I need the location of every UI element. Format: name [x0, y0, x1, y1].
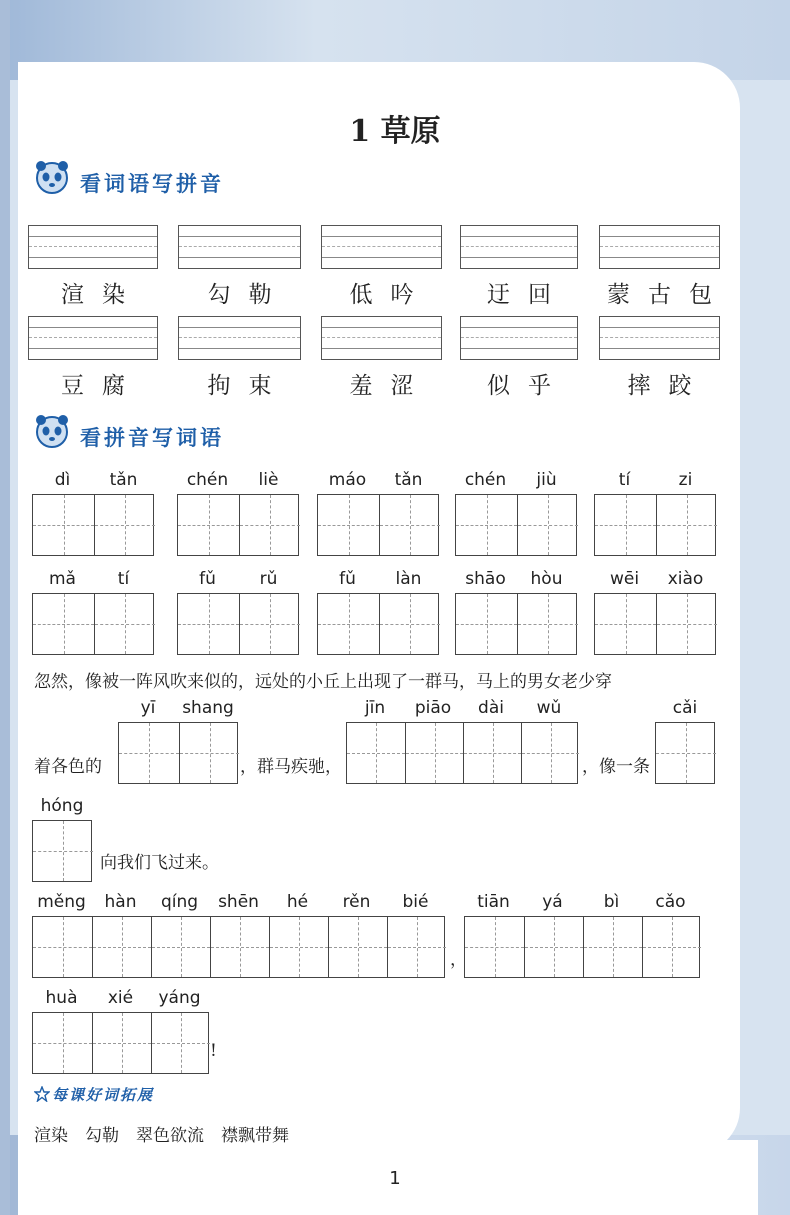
- cell-guide-horizontal: [465, 947, 524, 948]
- pinyin-label: hóng: [40, 796, 84, 816]
- pinyin-label: dì: [54, 470, 71, 490]
- pinyin-label: bié: [402, 892, 429, 912]
- passage-text: 向我们飞过来。: [100, 853, 219, 873]
- cell-guide-horizontal: [270, 947, 328, 948]
- writing-guide-line: [600, 348, 719, 349]
- pinyin-label: shēn: [218, 892, 259, 912]
- passage-text: 着各色的: [34, 757, 102, 777]
- writing-guide-line: [461, 246, 577, 247]
- tianzi-cell[interactable]: [656, 495, 717, 555]
- word-writing-grid[interactable]: [594, 494, 716, 556]
- page-left-edge: [0, 0, 10, 1215]
- writing-guide-line: [29, 236, 157, 237]
- tianzi-cell[interactable]: [151, 1013, 210, 1073]
- pinyin-writing-box[interactable]: [599, 316, 720, 360]
- pinyin-label: rěn: [342, 892, 371, 912]
- passage-text: ，像一条: [582, 757, 650, 777]
- cell-guide-horizontal: [93, 1043, 151, 1044]
- word-writing-grid[interactable]: [455, 494, 577, 556]
- writing-guide-line: [322, 246, 441, 247]
- tianzi-cell[interactable]: [347, 723, 405, 783]
- tianzi-cell[interactable]: [178, 594, 239, 654]
- pinyin-label: qíng: [160, 892, 199, 912]
- pinyin-label: làn: [395, 569, 422, 589]
- passage-exclamation: !: [210, 1041, 217, 1061]
- cell-guide-horizontal: [595, 525, 656, 526]
- pinyin-label: mǎ: [49, 569, 76, 589]
- cell-guide-horizontal: [95, 624, 155, 625]
- tianzi-cell[interactable]: [517, 495, 578, 555]
- section-title: 看拼音写词语: [80, 425, 224, 450]
- pinyin-label: cǎo: [655, 892, 686, 912]
- writing-guide-line: [461, 327, 577, 328]
- tianzi-cell[interactable]: [379, 594, 440, 654]
- pinyin-label: yá: [542, 892, 563, 912]
- cell-guide-horizontal: [406, 753, 463, 754]
- cell-guide-horizontal: [347, 753, 405, 754]
- tianzi-cell[interactable]: [92, 1013, 151, 1073]
- tianzi-cell[interactable]: [521, 723, 579, 783]
- writing-guide-line: [29, 246, 157, 247]
- tianzi-cell[interactable]: [318, 594, 379, 654]
- pinyin-writing-box[interactable]: [460, 316, 578, 360]
- writing-guide-line: [322, 348, 441, 349]
- pinyin-label: yī: [140, 698, 156, 718]
- pinyin-label: cǎi: [672, 698, 698, 718]
- writing-guide-line: [179, 348, 300, 349]
- writing-guide-line: [179, 246, 300, 247]
- pinyin-label: chén: [186, 470, 229, 490]
- writing-guide-line: [461, 348, 577, 349]
- pinyin-label: tiān: [477, 892, 510, 912]
- cell-guide-horizontal: [518, 624, 578, 625]
- tianzi-cell[interactable]: [151, 917, 210, 977]
- cell-guide-horizontal: [595, 624, 656, 625]
- vocab-word: 羞涩: [349, 373, 432, 399]
- writing-guide-line: [600, 236, 719, 237]
- tianzi-cell[interactable]: [456, 495, 517, 555]
- cell-guide-horizontal: [643, 947, 701, 948]
- tianzi-cell[interactable]: [318, 495, 379, 555]
- word-writing-grid[interactable]: [317, 494, 439, 556]
- cell-guide-horizontal: [119, 753, 179, 754]
- writing-guide-line: [322, 236, 441, 237]
- word-writing-grid[interactable]: [32, 593, 154, 655]
- pinyin-writing-box[interactable]: [28, 225, 158, 269]
- passage-writing-grid[interactable]: [118, 722, 238, 784]
- cell-guide-horizontal: [33, 947, 92, 948]
- passage-comma: ，: [450, 950, 467, 970]
- writing-guide-line: [179, 257, 300, 258]
- writing-guide-line: [461, 257, 577, 258]
- pinyin-writing-box[interactable]: [321, 225, 442, 269]
- cell-guide-horizontal: [525, 947, 583, 948]
- tianzi-cell[interactable]: [379, 495, 440, 555]
- word-writing-grid[interactable]: [455, 593, 577, 655]
- pinyin-label: máo: [328, 470, 367, 490]
- tianzi-cell[interactable]: [456, 594, 517, 654]
- tianzi-cell[interactable]: [179, 723, 239, 783]
- section-title: 看词语写拼音: [80, 171, 224, 196]
- extension-words: 渲染 勾勒 翠色欲流 襟飘带舞: [34, 1126, 289, 1146]
- writing-guide-line: [29, 348, 157, 349]
- word-writing-grid[interactable]: [177, 494, 299, 556]
- pinyin-label: měng: [37, 892, 86, 912]
- tianzi-cell[interactable]: [387, 917, 446, 977]
- writing-guide-line: [600, 257, 719, 258]
- tianzi-cell[interactable]: [517, 594, 578, 654]
- cell-guide-horizontal: [95, 525, 155, 526]
- writing-guide-line: [600, 337, 719, 338]
- word-writing-grid[interactable]: [317, 593, 439, 655]
- tianzi-cell[interactable]: [33, 917, 92, 977]
- passage-writing-grid[interactable]: [655, 722, 715, 784]
- word-writing-grid[interactable]: [177, 593, 299, 655]
- panda-icon: [30, 158, 74, 198]
- tianzi-cell[interactable]: [269, 917, 328, 977]
- writing-guide-line: [179, 236, 300, 237]
- pinyin-writing-box[interactable]: [599, 225, 720, 269]
- lesson-title: 1 草原: [349, 114, 441, 149]
- vocab-word: 迂回: [487, 282, 569, 308]
- passage-line-1: 忽然，像被一阵风吹来似的，远处的小丘上出现了一群马，马上的男女老少穿: [34, 672, 612, 692]
- pinyin-writing-box[interactable]: [178, 225, 301, 269]
- writing-guide-line: [461, 236, 577, 237]
- extension-title: 每课好词拓展: [52, 1086, 155, 1104]
- tianzi-cell[interactable]: [92, 917, 151, 977]
- pinyin-label: tí: [618, 470, 631, 490]
- cell-guide-horizontal: [657, 624, 717, 625]
- tianzi-cell[interactable]: [119, 723, 179, 783]
- vocab-word: 勾勒: [207, 282, 290, 308]
- pinyin-label: yáng: [158, 988, 201, 1008]
- tianzi-cell[interactable]: [405, 723, 463, 783]
- vocab-word: 似乎: [487, 373, 569, 399]
- cell-guide-horizontal: [318, 624, 379, 625]
- vocab-word: 拘束: [207, 373, 290, 399]
- pinyin-label: dài: [478, 698, 504, 718]
- cell-guide-horizontal: [93, 947, 151, 948]
- passage-writing-grid[interactable]: [32, 916, 445, 978]
- cell-guide-horizontal: [152, 1043, 210, 1044]
- cell-guide-horizontal: [657, 525, 717, 526]
- tianzi-cell[interactable]: [583, 917, 642, 977]
- pinyin-label: hàn: [104, 892, 137, 912]
- cell-guide-horizontal: [388, 947, 446, 948]
- tianzi-cell[interactable]: [33, 495, 94, 555]
- pinyin-label: tí: [117, 569, 130, 589]
- pinyin-label: shang: [182, 698, 234, 718]
- cell-guide-horizontal: [33, 851, 93, 852]
- cell-guide-horizontal: [522, 753, 579, 754]
- pinyin-label: hòu: [530, 569, 563, 589]
- writing-guide-line: [322, 337, 441, 338]
- tianzi-cell[interactable]: [524, 917, 583, 977]
- writing-guide-line: [179, 327, 300, 328]
- cell-guide-horizontal: [380, 624, 440, 625]
- pinyin-label: xié: [107, 988, 134, 1008]
- passage-writing-grid[interactable]: [32, 1012, 209, 1074]
- writing-guide-line: [322, 257, 441, 258]
- tianzi-cell[interactable]: [595, 495, 656, 555]
- pinyin-writing-box[interactable]: [321, 316, 442, 360]
- cell-guide-horizontal: [33, 525, 94, 526]
- tianzi-cell[interactable]: [239, 495, 300, 555]
- tianzi-cell[interactable]: [656, 723, 716, 783]
- tianzi-cell[interactable]: [94, 495, 155, 555]
- vocab-word: 低吟: [349, 282, 432, 308]
- pinyin-label: zi: [678, 470, 693, 490]
- pinyin-label: rǔ: [259, 569, 278, 589]
- writing-guide-line: [29, 257, 157, 258]
- pinyin-label: jīn: [364, 698, 386, 718]
- vocab-word: 蒙古包: [607, 282, 730, 308]
- tianzi-cell[interactable]: [656, 594, 717, 654]
- pinyin-label: liè: [258, 470, 279, 490]
- cell-guide-horizontal: [211, 947, 269, 948]
- cell-guide-horizontal: [152, 947, 210, 948]
- cell-guide-horizontal: [584, 947, 642, 948]
- star-icon: [34, 1086, 50, 1102]
- passage-writing-grid[interactable]: [464, 916, 700, 978]
- vocab-word: 摔跤: [627, 373, 710, 399]
- cell-guide-horizontal: [178, 525, 239, 526]
- cell-guide-horizontal: [656, 753, 716, 754]
- cell-guide-horizontal: [456, 525, 517, 526]
- tianzi-cell[interactable]: [33, 1013, 92, 1073]
- tianzi-cell[interactable]: [210, 917, 269, 977]
- writing-guide-line: [600, 327, 719, 328]
- tianzi-cell[interactable]: [595, 594, 656, 654]
- tianzi-cell[interactable]: [33, 594, 94, 654]
- cell-guide-horizontal: [380, 525, 440, 526]
- writing-guide-line: [179, 337, 300, 338]
- pinyin-label: huà: [45, 988, 78, 1008]
- pinyin-writing-box[interactable]: [178, 316, 301, 360]
- tianzi-cell[interactable]: [33, 821, 93, 881]
- pinyin-label: hé: [286, 892, 309, 912]
- passage-writing-grid[interactable]: [32, 820, 92, 882]
- pinyin-label: xiào: [667, 569, 704, 589]
- writing-guide-line: [29, 327, 157, 328]
- tianzi-cell[interactable]: [642, 917, 701, 977]
- writing-guide-line: [29, 337, 157, 338]
- pinyin-label: tǎn: [109, 470, 138, 490]
- tianzi-cell[interactable]: [328, 917, 387, 977]
- pinyin-label: shāo: [465, 569, 506, 589]
- page-number: 1: [389, 1168, 401, 1189]
- panda-icon: [30, 412, 74, 452]
- cell-guide-horizontal: [33, 1043, 92, 1044]
- pinyin-label: wēi: [609, 569, 640, 589]
- pinyin-label: fǔ: [339, 569, 356, 589]
- writing-guide-line: [600, 246, 719, 247]
- writing-guide-line: [322, 327, 441, 328]
- cell-guide-horizontal: [33, 624, 94, 625]
- cell-guide-horizontal: [318, 525, 379, 526]
- pinyin-label: bì: [603, 892, 620, 912]
- cell-guide-horizontal: [178, 624, 239, 625]
- writing-guide-line: [461, 337, 577, 338]
- cell-guide-horizontal: [518, 525, 578, 526]
- word-writing-grid[interactable]: [594, 593, 716, 655]
- pinyin-label: chén: [464, 470, 507, 490]
- tianzi-cell[interactable]: [465, 917, 524, 977]
- word-writing-grid[interactable]: [32, 494, 154, 556]
- pinyin-label: wǔ: [536, 698, 562, 718]
- cell-guide-horizontal: [240, 525, 300, 526]
- pinyin-writing-box[interactable]: [28, 316, 158, 360]
- cell-guide-horizontal: [464, 753, 521, 754]
- pinyin-writing-box[interactable]: [460, 225, 578, 269]
- vocab-word: 豆腐: [61, 373, 143, 399]
- cell-guide-horizontal: [180, 753, 239, 754]
- cell-guide-horizontal: [456, 624, 517, 625]
- passage-text: ，群马疾驰，: [240, 757, 342, 777]
- cell-guide-horizontal: [329, 947, 387, 948]
- tianzi-cell[interactable]: [239, 594, 300, 654]
- tianzi-cell[interactable]: [94, 594, 155, 654]
- cell-guide-horizontal: [240, 624, 300, 625]
- tianzi-cell[interactable]: [178, 495, 239, 555]
- passage-writing-grid[interactable]: [346, 722, 578, 784]
- pinyin-label: jiù: [536, 470, 557, 490]
- vocab-word: 渲染: [61, 282, 143, 308]
- pinyin-label: fǔ: [199, 569, 216, 589]
- tianzi-cell[interactable]: [463, 723, 521, 783]
- pinyin-label: tǎn: [394, 470, 423, 490]
- pinyin-label: piāo: [414, 698, 452, 718]
